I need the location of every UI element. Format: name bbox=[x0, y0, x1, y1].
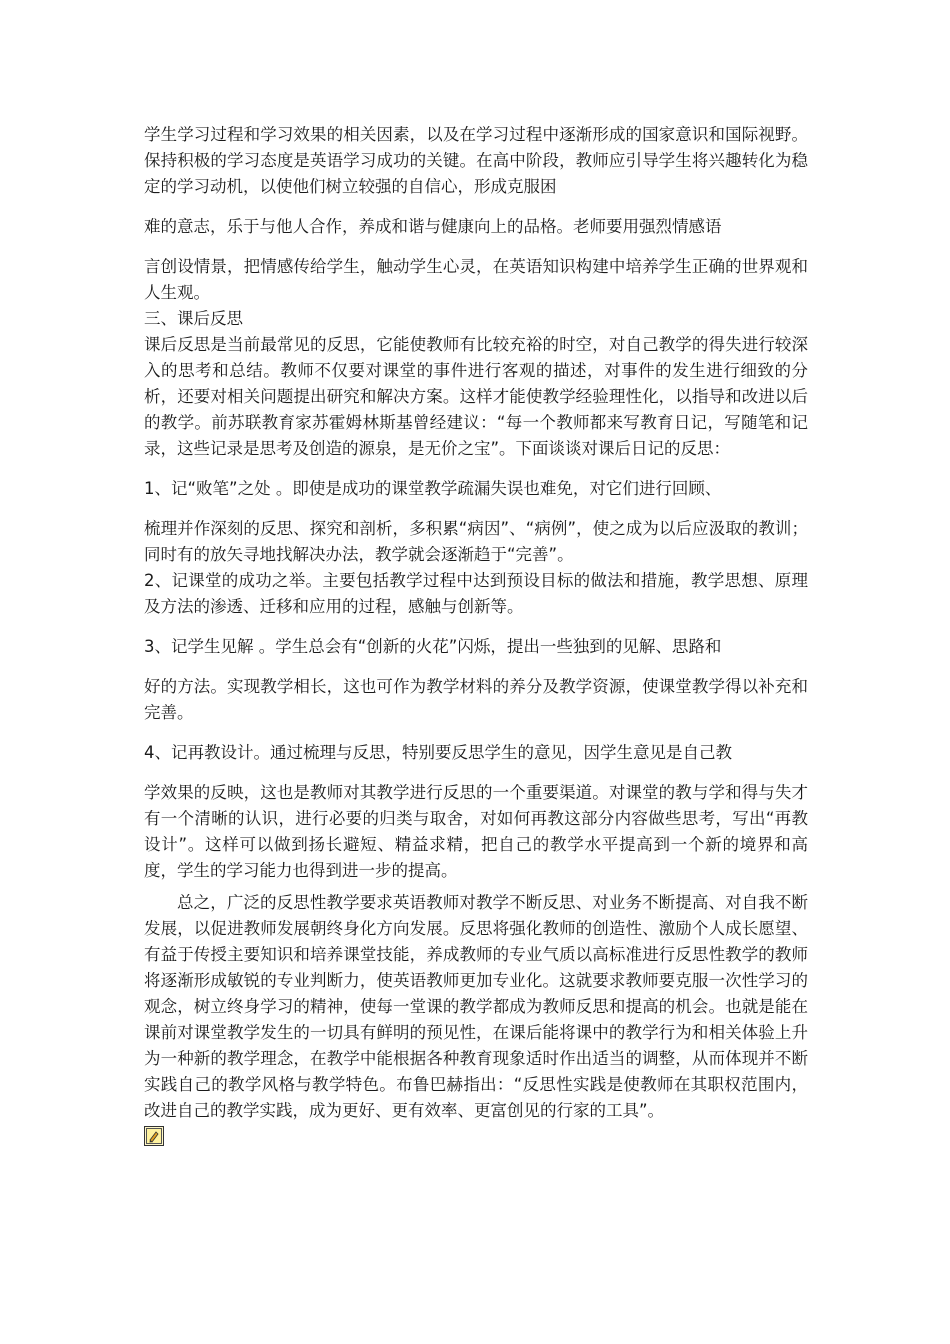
section-heading-after-class-reflection: 三、课后反思 bbox=[144, 309, 243, 328]
list-item-1-line-2: 梳理并作深刻的反思、探究和剖析，多积累“病因”、“病例”，使之成为以后应汲取的教训；同时有的放矢寻地找解决办法，教学就会逐渐趋于“完善”。 bbox=[144, 519, 808, 564]
embedded-object-icon[interactable] bbox=[144, 1126, 164, 1146]
list-item-4-line-2: 学效果的反映，这也是教师对其教学进行反思的一个重要渠道。对课堂的教与学和得与失才有一个清晰的认识，进行必要的归类与取舍，对如何再教这部分内容做些思考，写出“再教设计”。这样可以做到扬长避短、精益求精，把自己的教学水平提高到一个新的境界和高度，学生的学习能力也得到进一步的提高。 bbox=[144, 783, 808, 880]
reflection-paragraph: 课后反思是当前最常见的反思，它能使教师有比较充裕的时空，对自己教学的得失进行较深入的思考和总结。教师不仅要对课堂的事件进行客观的描述，对事件的发生进行细致的分析，还要对相关问题提出研究和解决方案。这样才能使教学经验理性化，以指导和改进以后的教学。前苏联教育家苏霍姆林斯基曾经建议：“每一个教师都来写教育日记，写随笔和记录，这些记录是思考及创造的源泉，是无价之宝”。下面谈谈对课后日记的反思： bbox=[144, 335, 808, 458]
list-item-3-line-2: 好的方法。实现教学相长，这也可作为教学材料的养分及教学资源，使课堂教学得以补充和完善。 bbox=[144, 677, 808, 722]
intro-paragraph-part-1: 学生学习过程和学习效果的相关因素，以及在学习过程中逐渐形成的国家意识和国际视野。保持积极的学习态度是英语学习成功的关键。在高中阶段，教师应引导学生将兴趣转化为稳定的学习动机，以使他们树立较强的自信心，形成克服困 bbox=[144, 125, 808, 196]
intro-paragraph-part-2: 难的意志，乐于与他人合作，养成和谐与健康向上的品格。老师要用强烈情感语 bbox=[144, 217, 722, 236]
list-item-1-line-1: 1、记“败笔”之处 。即使是成功的课堂教学疏漏失误也难免，对它们进行回顾、 bbox=[144, 479, 722, 498]
document-page bbox=[144, 122, 808, 1150]
list-item-3-line-1: 3、记学生见解 。学生总会有“创新的火花”闪烁，提出一些独到的见解、思路和 bbox=[144, 637, 722, 656]
conclusion-paragraph: 总之，广泛的反思性教学要求英语教师对教学不断反思、对业务不断提高、对自我不断发展，以促进教师发展朝终身化方向发展。反思将强化教师的创造性、激励个人成长愿望、有益于传授主要知识和培养课堂技能，养成教师的专业气质以高标准进行反思性教学的教师将逐渐形成敏锐的专业判断力，使英语教师更加专业化。这就要求教师要克服一次性学习的观念，树立终身学习的精神，使每一堂课的教学都成为教师反思和提高的机会。也就是能在课前对课堂教学发生的一切具有鲜明的预见性，在课后能将课中的教学行为和相关体验上升为一种新的教学理念，在教学中能根据各种教育现象适时作出适当的调整，从而体现并不断实践自己的教学风格与教学特色。布鲁巴赫指出：“反思性实践是使教师在其职权范围内，改进自己的教学实践，成为更好、更有效率、更富创见的行家的工具”。 bbox=[144, 893, 808, 1120]
intro-paragraph-part-3: 言创设情景，把情感传给学生，触动学生心灵，在英语知识构建中培养学生正确的世界观和人生观。 bbox=[144, 257, 808, 302]
pencil-icon bbox=[146, 1128, 162, 1144]
list-item-4-line-1: 4、记再教设计。通过梳理与反思，特别要反思学生的意见，因学生意见是自己教 bbox=[144, 743, 732, 762]
list-item-2: 2、记课堂的成功之举。主要包括教学过程中达到预设目标的做法和措施，教学思想、原理及方法的渗透、迁移和应用的过程，感触与创新等。 bbox=[144, 571, 808, 616]
